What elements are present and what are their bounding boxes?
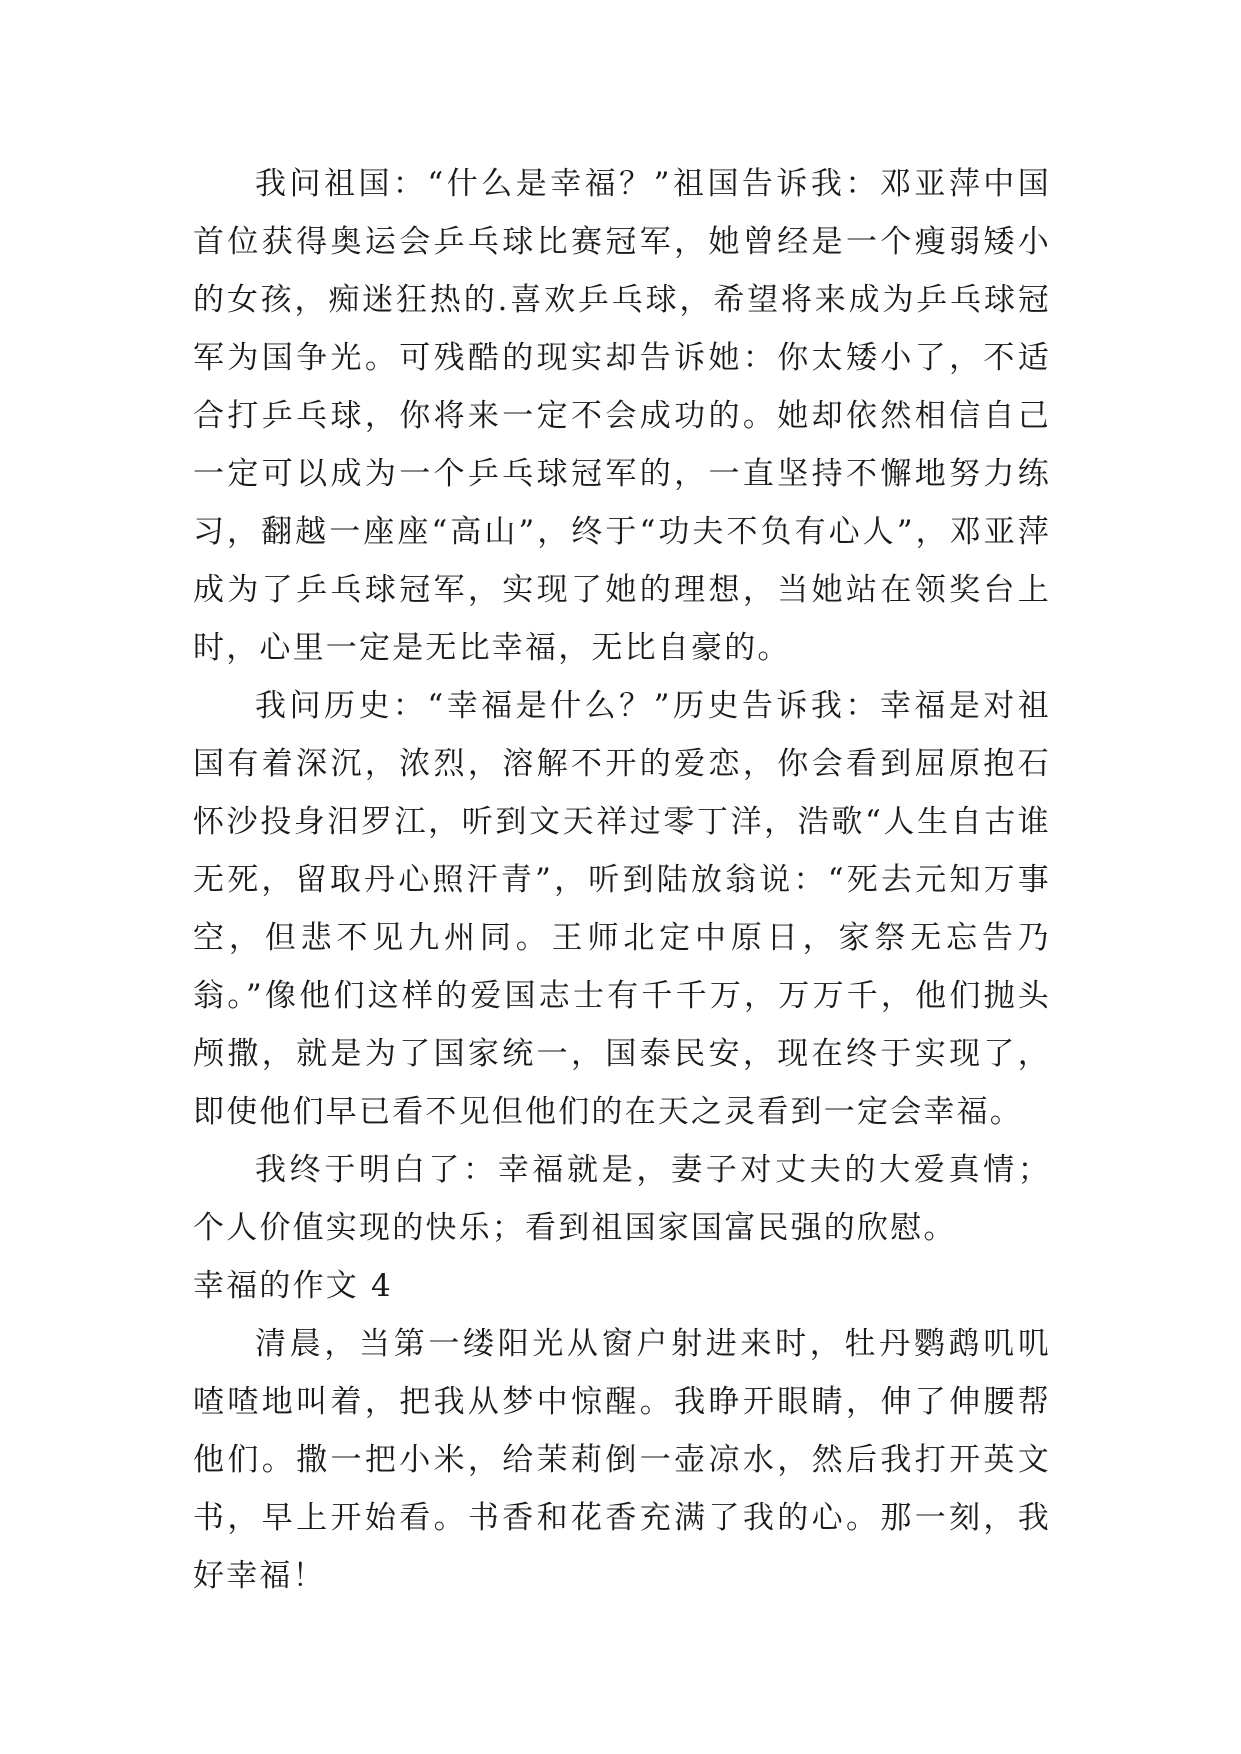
paragraph-2: 我问历史：“幸福是什么？”历史告诉我：幸福是对祖国有着深沉，浓烈，溶解不开的爱恋，你会看到屈原抱石怀沙投身汨罗江，听到文天祥过零丁洋，浩歌“人生自古谁无死，留取丹心照汗青”，听到陆放翁说：“死去元知万事空，但悲不见九州同。王师北定中原日，家祭无忘告乃翁。”像他们这样的爱国志士有千千万，万万千，他们抛头颅撒，就是为了国家统一，国泰民安，现在终于实现了，即使他们早已看不见但他们的在天之灵看到一定会幸福。 [193, 688, 1051, 1130]
paragraph-3: 我终于明白了：幸福就是，妻子对丈夫的大爱真情；个人价值实现的快乐；看到祖国家国富民强的欣慰。 [193, 1152, 1051, 1246]
section-heading: 幸福的作文 4 [193, 1268, 393, 1304]
document-body [193, 155, 1051, 1605]
paragraph-1: 我问祖国：“什么是幸福？”祖国告诉我：邓亚萍中国首位获得奥运会乒乓球比赛冠军，她曾经是一个瘦弱矮小的女孩，痴迷狂热的.喜欢乒乓球，希望将来成为乒乓球冠军为国争光。可残酷的现实却告诉她：你太矮小了，不适合打乒乓球，你将来一定不会成功的。她却依然相信自己一定可以成为一个乒乓球冠军的，一直坚持不懈地努力练习，翻越一座座“高山”，终于“功夫不负有心人”，邓亚萍成为了乒乓球冠军，实现了她的理想，当她站在领奖台上时，心里一定是无比幸福，无比自豪的。 [193, 166, 1051, 666]
paragraph-4: 清晨，当第一缕阳光从窗户射进来时，牡丹鹦鹉叽叽喳喳地叫着，把我从梦中惊醒。我睁开眼睛，伸了伸腰帮他们。撒一把小米，给茉莉倒一壶凉水，然后我打开英文书，早上开始看。书香和花香充满了我的心。那一刻，我好幸福！ [193, 1326, 1051, 1594]
